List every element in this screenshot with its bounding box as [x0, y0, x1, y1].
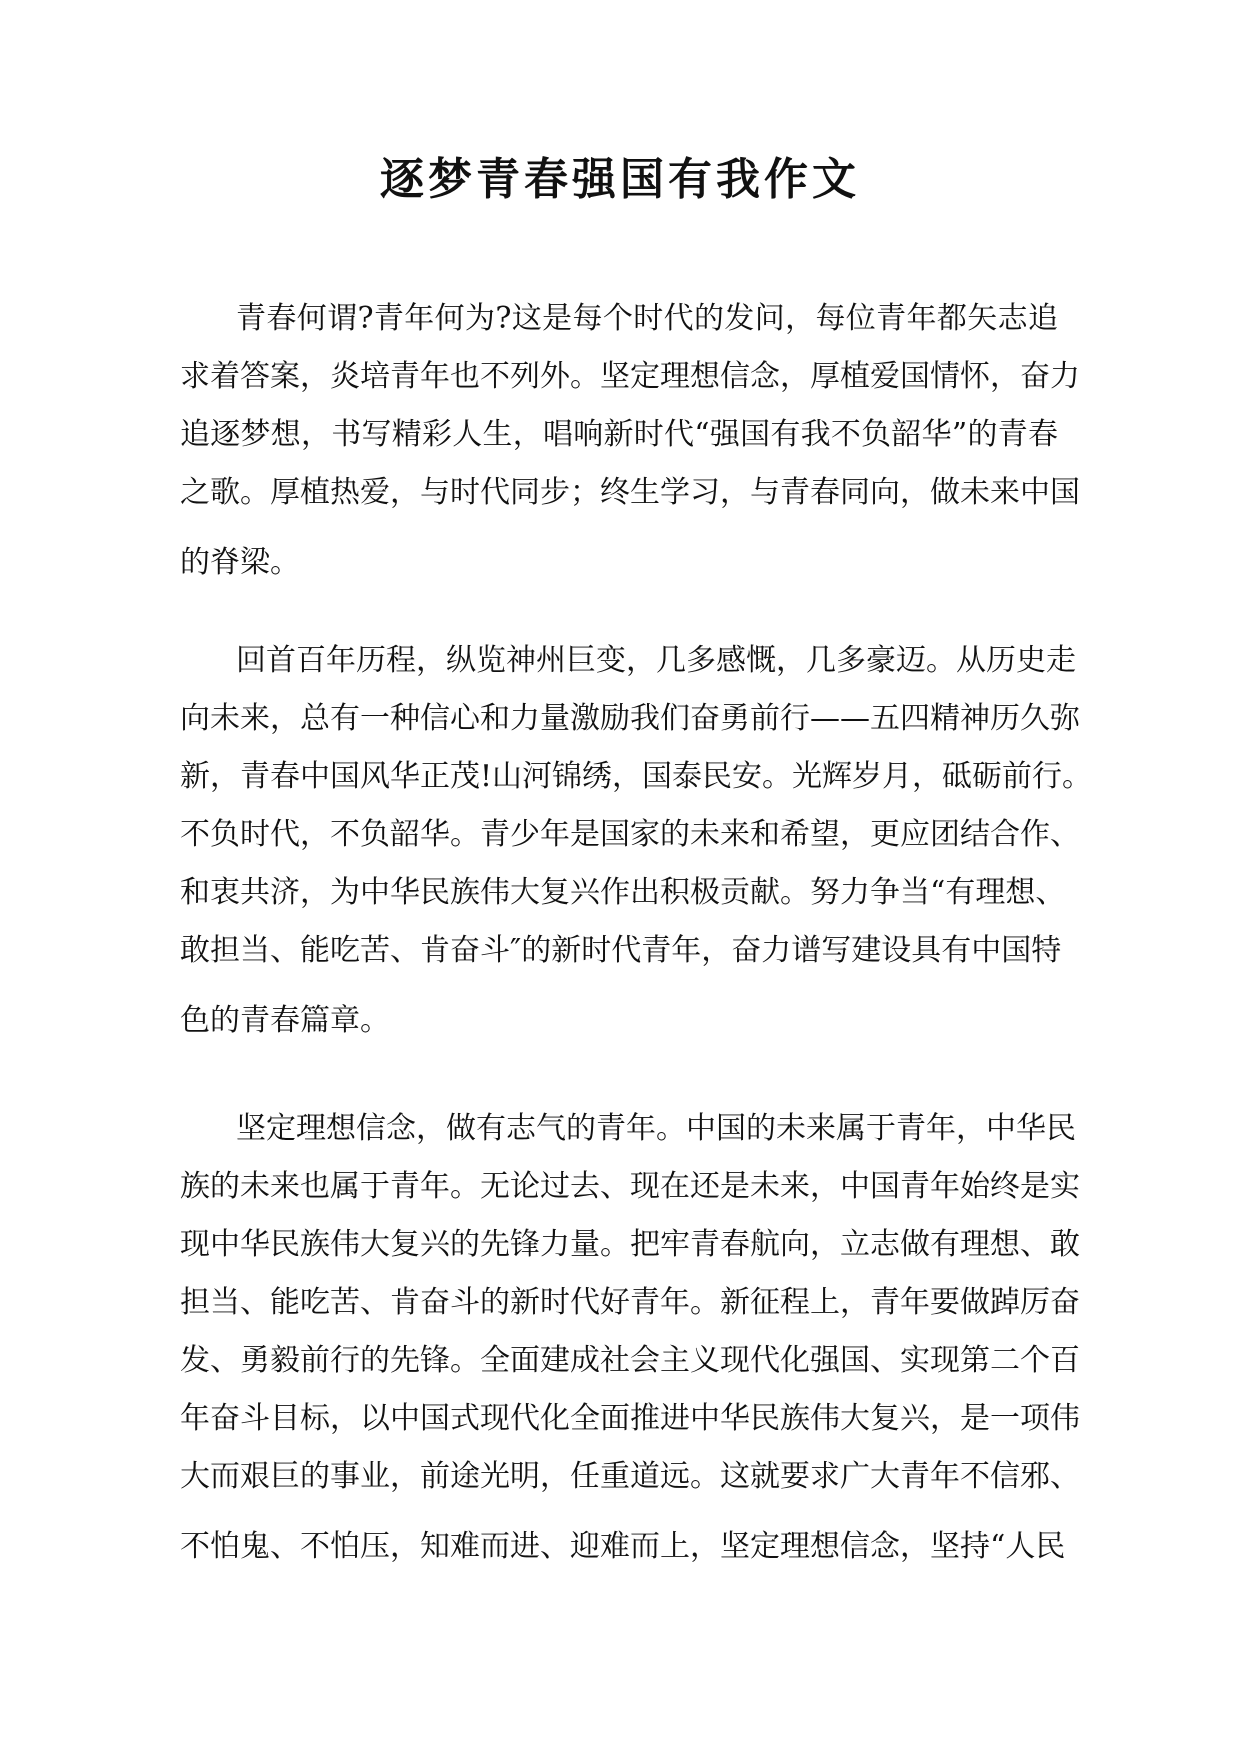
paragraph-line: 新，青春中国风华正茂!山河锦绣，国泰民安。光辉岁月，砥砺前行。 [180, 759, 1093, 794]
document-title: 逐梦青春强国有我作文 [380, 154, 860, 205]
paragraph-line: 担当、能吃苦、肯奋斗的新时代好青年。新征程上，青年要做踔厉奋 [180, 1285, 1080, 1320]
paragraph-line: 发、勇毅前行的先锋。全面建成社会主义现代化强国、实现第二个百 [180, 1343, 1080, 1378]
paragraph-line: 年奋斗目标，以中国式现代化全面推进中华民族伟大复兴，是一项伟 [180, 1401, 1080, 1436]
paragraph-line: 不负时代，不负韶华。青少年是国家的未来和希望，更应团结合作、 [180, 817, 1080, 852]
paragraph-line: 色的青春篇章。 [180, 1003, 390, 1038]
paragraph-1 [180, 290, 1080, 592]
paragraph-line: 之歌。厚植热爱，与时代同步；终生学习，与青春同向，做未来中国 [180, 475, 1080, 510]
paragraph-line: 大而艰巨的事业，前途光明，任重道远。这就要求广大青年不信邪、 [180, 1459, 1080, 1494]
paragraph-line: 族的未来也属于青年。无论过去、现在还是未来，中国青年始终是实 [180, 1169, 1080, 1204]
paragraph-line: 的脊梁。 [180, 545, 300, 580]
paragraph-line: 向未来，总有一种信心和力量激励我们奋勇前行——五四精神历久弥 [180, 701, 1080, 736]
paragraph-2 [180, 632, 1093, 1050]
paragraph-line: 回首百年历程，纵览神州巨变，几多感慨，几多豪迈。从历史走 [236, 643, 1076, 678]
paragraph-line: 追逐梦想，书写精彩人生，唱响新时代“强国有我不负韶华”的青春 [180, 417, 1058, 452]
paragraph-line: 现中华民族伟大复兴的先锋力量。把牢青春航向，立志做有理想、敢 [180, 1227, 1080, 1262]
paragraph-line: 坚定理想信念，做有志气的青年。中国的未来属于青年，中华民 [236, 1111, 1076, 1146]
paragraph-line: 敢担当、能吃苦、肯奋斗″的新时代青年，奋力谱写建设具有中国特 [180, 933, 1062, 968]
paragraph-line: 求着答案，炎培青年也不列外。坚定理想信念，厚植爱国情怀，奋力 [180, 359, 1080, 394]
paragraph-line: 不怕鬼、不怕压，知难而进、迎难而上，坚定理想信念，坚持“人民 [180, 1529, 1066, 1564]
paragraph-line: 青春何谓?青年何为?这是每个时代的发问，每位青年都矢志追 [236, 301, 1058, 336]
paragraph-line: 和衷共济，为中华民族伟大复兴作出积极贡献。努力争当“有理想、 [180, 875, 1066, 910]
paragraph-3 [180, 1100, 1080, 1576]
